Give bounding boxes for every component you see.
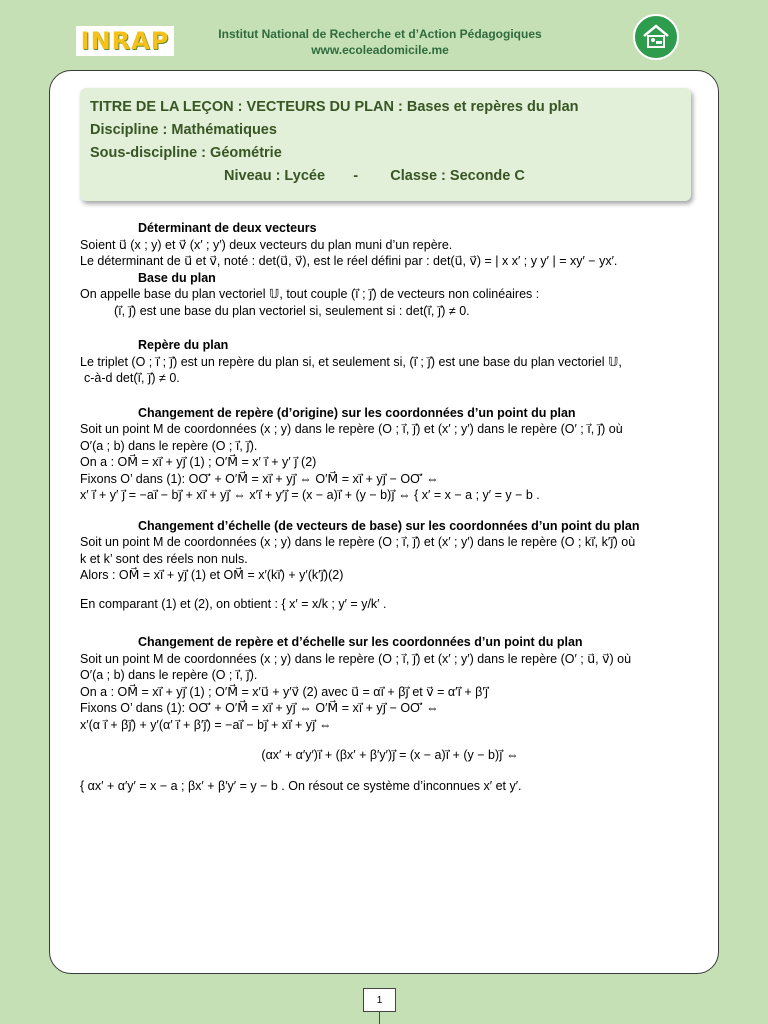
formula-line: Fixons O’ dans (1): OO′⃗ + O′M⃗ = xi⃗ + yj⃗ ⇔ O′M⃗ = xi⃗ + yj⃗ − OO′⃗ ⇔ [80,701,439,715]
institute-block [190,26,570,58]
section-heading-change-origin: Changement de repère (d’origine) sur les coordonnées d’un point du plan [138,405,576,420]
level-class: Niveau : Lycée - Classe : Seconde C [224,168,525,184]
text-line: O′(a ; b) dans le repère (O ; i⃗, j⃗). [80,668,258,682]
institute-name: Institut National de Recherche et d’Action Pédagogiques [218,27,542,41]
formula-line: On a : OM⃗ = xi⃗ + yj⃗ (1) ; O′M⃗ = x′ i⃗ + y′ j⃗ (2) [80,455,317,469]
section-heading-change-both: Changement de repère et d’échelle sur les coordonnées d’un point du plan [138,635,583,649]
section-heading-change-scale: Changement d’échelle (de vecteurs de base) sur les coordonnées d’un point du plan [138,518,640,533]
formula-line: { αx′ + α′y′ = x − a ; βx′ + β′y′ = y − b . On résout ce système d’inconnues x′ et y′. [80,778,522,793]
text-line: On appelle base du plan vectoriel 𝕌, tout couple (i⃗ ; j⃗) de vecteurs non colinéaires : [80,287,540,301]
text-line: Soit un point M de coordonnées (x ; y) dans le repère (O ; i⃗, j⃗) et (x′ ; y′) dans le repère (O′ ; u⃗, v⃗) où [80,651,632,666]
formula-line: x′ i⃗ + y′ j⃗ = −ai⃗ − bj⃗ + xi⃗ + yj⃗ ⇔ x′i⃗ + y′j⃗ = (x − a)i⃗ + (y − b)j⃗ ⇔ { x′ = x − a ; y′ = y − b . [80,488,540,502]
text-line: (i⃗, j⃗) est une base du plan vectoriel si, seulement si : det(i⃗, j⃗) ≠ 0. [114,303,470,318]
formula-line: (αx′ + α′y′)i⃗ + (βx′ + β′y′)j⃗ = (x − a)i⃗ + (y − b)j⃗ ⇔ [261,748,519,762]
lesson-content [80,220,700,794]
formula-line: Alors : OM⃗ = xi⃗ + yj⃗ (1) et OM⃗ = x′(ki⃗) + y′(k′j⃗)(2) [80,568,344,582]
page-number: 1 [363,988,396,1012]
section-heading-determinant: Déterminant de deux vecteurs [138,221,317,235]
text-line: Soit un point M de coordonnées (x ; y) dans le repère (O ; i⃗, j⃗) et (x′ ; y′) dans le repère (O′ ; i⃗, j⃗) où [80,422,623,436]
formula-line: x′(α i⃗ + βj⃗) + y′(α′ i⃗ + β′j⃗) = −ai⃗ − bj⃗ + xi⃗ + yj⃗ ⇔ [80,717,332,732]
inrap-logo [76,26,174,56]
home-school-logo-icon [633,14,679,60]
section-heading-repere: Repère du plan [138,338,229,352]
sub-discipline: Sous-discipline : Géométrie [90,145,282,161]
text-line: c-à-d det(i⃗, j⃗) ≠ 0. [84,371,180,385]
logo-text: INRAP [80,27,170,55]
text-line: O′(a ; b) dans le repère (O ; i⃗, j⃗). [80,438,258,453]
page-header [0,0,768,72]
text-line: Le triplet (O ; i⃗ ; j⃗) est un repère du plan si, et seulement si, (i⃗ ; j⃗) est une base du plan vectoriel 𝕌, [80,354,622,369]
formula-line: En comparant (1) et (2), on obtient : { x′ = x/k ; y′ = y/k′ . [80,596,387,611]
lesson-title-box [80,88,691,201]
text-line: k et k’ sont des réels non nuls. [80,551,248,566]
text-line: Le déterminant de u⃗ et v⃗, noté : det(u⃗, v⃗), est le réel défini par : det(u⃗, v⃗) = | x x′ ; y y′ | = xy′ − yx′. [80,254,618,268]
lesson-title: TITRE DE LA LEÇON : VECTEURS DU PLAN : Bases et repères du plan [90,99,579,115]
text-line: Soient u⃗ (x ; y) et v⃗ (x′ ; y′) deux vecteurs du plan muni d’un repère. [80,237,453,252]
discipline: Discipline : Mathématiques [90,122,277,138]
section-heading-base: Base du plan [138,270,216,285]
text-line: Soit un point M de coordonnées (x ; y) dans le repère (O ; i⃗, j⃗) et (x′ ; y′) dans le repère (O ; ki⃗, k′j⃗) où [80,535,636,549]
website: www.ecoleadomicile.me [311,43,449,57]
formula-line: Fixons O’ dans (1): OO′⃗ + O′M⃗ = xi⃗ + yj⃗ ⇔ O′M⃗ = xi⃗ + yj⃗ − OO′⃗ ⇔ [80,471,439,486]
footer-divider [379,1012,380,1024]
formula-line: On a : OM⃗ = xi⃗ + yj⃗ (1) ; O′M⃗ = x′u⃗ + y′v⃗ (2) avec u⃗ = αi⃗ + βj⃗ et v⃗ = α′i⃗ + β′j⃗ [80,684,489,699]
